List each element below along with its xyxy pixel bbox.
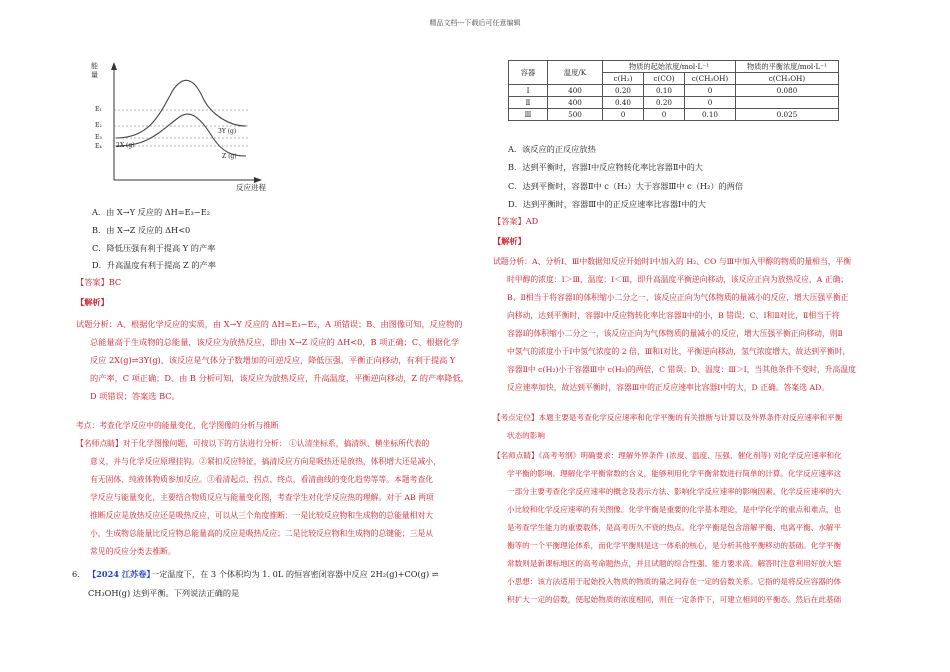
left-mingshi-line: 有无固体、纯液体物质参加反应。③看清起点、拐点、终点，看清曲线的变化趋势等等。本题考查化 (90, 475, 434, 484)
table-header-equilibrium: 物质的平衡浓度/mol·L⁻¹ (736, 61, 839, 73)
right-analysis-line: 向移动，达到平衡时，容器Ⅰ中反应物转化率比容器Ⅱ中的小，B 错误；C、Ⅰ和Ⅱ对比，Ⅱ相当于将 (507, 311, 840, 320)
table-cell: Ⅲ (509, 109, 548, 121)
right-mingshi-line: 常数则是新课标地区的高考命题热点，并且试题的综合性强、能力要求高。解答时注意利用好放大缩 (507, 559, 842, 568)
table-cell: 0.10 (644, 85, 685, 97)
left-mingshi-line: 推断反应是放热反应还是吸热反应，可以从三个角度推断：一是比较反应物和生成物的总能量相对大 (90, 511, 434, 520)
left-analysis-line: 总能量高于生成物的总能量，该反应为放热反应，即由 X→Z 反应的 ΔH<0，B 项正确；C、根据化学 (90, 337, 460, 347)
table-cell: Ⅱ (509, 97, 548, 109)
right-mingshi-line: 积扩大一定的倍数，使起始物质的浓度相同，则在一定条件下，可建立相同的平衡态。然后在此基础 (507, 595, 842, 604)
level-label-2: E₂ (95, 122, 102, 129)
question-6-text-2: CH₃OH(g) 达到平衡。下列说法正确的是 (88, 588, 240, 598)
right-analysis-line: 容器Ⅱ中 c(H₂)小于容器Ⅲ中 c(H₂)的两倍，C 错误；D、温度：Ⅲ＞Ⅰ，当其他条件不变时，升高温度 (507, 365, 856, 374)
table-subheader: c(CO) (644, 73, 685, 85)
right-option-a: A．该反应的正反应放热 (508, 144, 596, 154)
question-6-text: 一定温度下，在 3 个体积均为 1. 0L 的恒容密闭容器中反应 2H₂(g)+CO(g) ⇌ (151, 569, 439, 579)
right-option-c: C．达到平衡时，容器Ⅱ中 c（H₂）大于容器Ⅲ中 c（H₂）的两倍 (508, 181, 744, 191)
table-cell: 0 (644, 109, 685, 121)
left-mingshi-line: 常见的反应分类去推断。 (90, 547, 176, 556)
table-header-temperature: 温度/K (548, 61, 603, 85)
energy-diagram (88, 58, 303, 193)
graph-ylabel-2: 量 (91, 71, 98, 79)
right-analysis-line: B、Ⅱ相当于将容器Ⅰ的体积缩小二分之一，该反应正向为气体物质的量减小的反应，增大压强平衡正 (507, 293, 849, 302)
level-label-1: E₁ (95, 106, 102, 113)
right-option-d: D．达到平衡时，容器Ⅲ中的正反应速率比容器Ⅰ中的大 (508, 199, 706, 209)
left-option-b: B．由 X→Z 反应的 ΔH<0 (92, 225, 191, 235)
left-analysis-line: 的产率，C 项正确；D、由 B 分析可知，该反应为放热反应，升高温度，平衡逆向移动，Z 的产率降低， (90, 373, 469, 383)
right-analysis-line: 反应速率加快，故达到平衡时，容器Ⅲ中的正反应速率比容器Ⅰ中的大，D 正确。答案选 AD。 (507, 383, 830, 392)
graph-ylabel-1: 能 (91, 62, 98, 70)
table-cell: 0.080 (736, 85, 839, 97)
right-option-b: B．达到平衡时，容器Ⅰ中反应物转化率比容器Ⅱ中的大 (508, 162, 703, 172)
left-option-d: D．升高温度有利于提高 Z 的产率 (92, 260, 216, 270)
right-mingshi-line: 小比较和化学反应速率的有关图像。化学平衡是重要的化学基本理论，是中学化学的重点和难点，也 (507, 505, 842, 514)
right-mingshi-line: 衡等的一个平衡理论体系，而化学平衡则是这一体系的核心，是分析其他平衡移动的基础。化学平衡 (507, 541, 842, 550)
level-label-4: E₄ (95, 143, 102, 150)
left-option-c: C．降低压强有利于提高 Y 的产率 (92, 243, 216, 253)
table-subheader: c(CH₃OH) (736, 73, 839, 85)
left-kaodian: 考点：考查化学反应中的能量变化，化学图像的分析与推断 (76, 421, 279, 430)
table-row (509, 85, 839, 97)
table-cell (736, 97, 839, 109)
table-subheader: c(CH₃OH) (685, 73, 736, 85)
left-analysis-line: 试题分析：A、根据化学反应的实质，由 X→Y 反应的 ΔH=E₃−E₂，A 项错误；B、由图像可知，反应物的 (76, 319, 463, 329)
table-cell: 500 (548, 109, 603, 121)
curve-label-3y: 3Y (g) (218, 128, 237, 135)
right-analysis-title: 【解析】 (493, 236, 526, 246)
right-analysis-line: 容器Ⅰ的体积缩小二分之一，该反应正向为气体物质的量减小的反应，增大压强平衡正向移动，则Ⅱ (507, 329, 843, 338)
table-header-initial: 物质的起始浓度/mol·L⁻¹ (603, 61, 736, 73)
table-row (509, 97, 839, 109)
right-mingshi-line: 【名师点睛】《高考考纲》明确要求：理解外界条件 (浓度、温度、压强、催化剂等) 对化学反应速率和化 (493, 451, 842, 460)
right-mingshi-line: 一部分主要考查化学反应速率的概念及表示方法、影响化学反应速率的影响因素。化学反应速率的大 (507, 487, 842, 496)
curve-label-2x: 2X (g) (116, 142, 135, 149)
left-mingshi-line: 学反应与能量变化，主要结合物质反应与能量变化图，考查学生对化学反应热的理解。对于 AB 两项 (90, 493, 434, 502)
left-mingshi-line: 小，生成物总能量比反应物总能量高的反应是吸热反应；二是比较反应物和生成物的总键能；三是从 (90, 529, 434, 538)
left-answer: 【答案】BC (76, 277, 122, 287)
condition-table (508, 60, 839, 121)
left-analysis-title: 【解析】 (76, 297, 109, 307)
right-analysis-line: 试题分析：A、分析Ⅰ、Ⅲ中数据知反应开始时Ⅰ中加入的 H₂、CO 与Ⅲ中加入甲醇的物质的量相当，平衡 (493, 257, 852, 266)
question-6-source-tag: 【2024 江苏卷】 (88, 569, 155, 579)
table-cell: 0 (603, 109, 644, 121)
right-answer: 【答案】AD (493, 216, 539, 226)
left-mingshi-line: 【名师点睛】对于化学图像问题，可按以下的方法进行分析： ①认清坐标系，搞清纵、横坐标所代表的 (76, 439, 430, 448)
right-analysis-line: 时甲醇的浓度：Ⅰ＞Ⅲ，温度：Ⅰ＜Ⅲ，即升高温度平衡逆向移动，该反应正向为放热反应，A 正确； (507, 275, 849, 284)
table-subheader: c(H₂) (603, 73, 644, 85)
table-row (509, 109, 839, 121)
right-mingshi-line: 是考查学生能力的重要载体，是高考历久不衰的热点。化学平衡是包含溶解平衡、电离平衡、水解平 (507, 523, 842, 532)
graph-xlabel: 反应进程 (236, 183, 266, 192)
table-cell: 0.20 (644, 97, 685, 109)
table-header-container: 容器 (509, 61, 548, 85)
left-option-a: A．由 X→Y 反应的 ΔH=E₃−E₂ (92, 207, 211, 217)
right-analysis-line: 中氢气的浓度小于Ⅰ中氢气浓度的 2 倍，Ⅲ和Ⅰ对比，平衡逆向移动，氢气浓度增大，故达到平衡时， (507, 347, 851, 356)
right-kaodian-line: 状态的影响 (507, 431, 545, 440)
curve-label-z: Z (g) (222, 153, 237, 160)
table-cell: 400 (548, 97, 603, 109)
table-cell: Ⅰ (509, 85, 548, 97)
table-cell: 0 (685, 85, 736, 97)
left-analysis-line: 反应 2X(g)⇌3Y(g)，该反应是气体分子数增加的可逆反应，降低压强，平衡正向移动，有利于提高 Y (90, 355, 456, 365)
left-mingshi-line: 意义，并与化学反应原理挂钩。②紧扣反应特征，搞清反应方向是吸热还是放热，体积增大还是减小， (90, 457, 441, 466)
left-analysis-line: D 项错误；答案选 BC。 (90, 391, 180, 401)
table-cell: 0.40 (603, 97, 644, 109)
table-cell: 400 (548, 85, 603, 97)
right-mingshi-line: 学平衡的影响。理解化学平衡常数的含义，能够利用化学平衡常数进行简单的计算。化学反应速率这 (507, 469, 842, 478)
table-cell: 0.20 (603, 85, 644, 97)
table-cell: 0.025 (736, 109, 839, 121)
table-cell: 0 (685, 97, 736, 109)
page-header: 精品文档---下载后可任意编辑 (429, 19, 521, 27)
table-cell: 0.10 (685, 109, 736, 121)
right-kaodian-line: 【考点定位】本题主要是考查化学反应速率和化学平衡的有关推断与计算以及外界条件对反应速率和平衡 (493, 413, 843, 422)
level-label-3: E₃ (95, 134, 102, 141)
question-6-number: 6. (72, 569, 80, 579)
right-mingshi-line: 小思想：该方法适用于起始投入物质的物质的量之间存在一定的倍数关系。它指的是将反应容器的体 (507, 577, 842, 586)
